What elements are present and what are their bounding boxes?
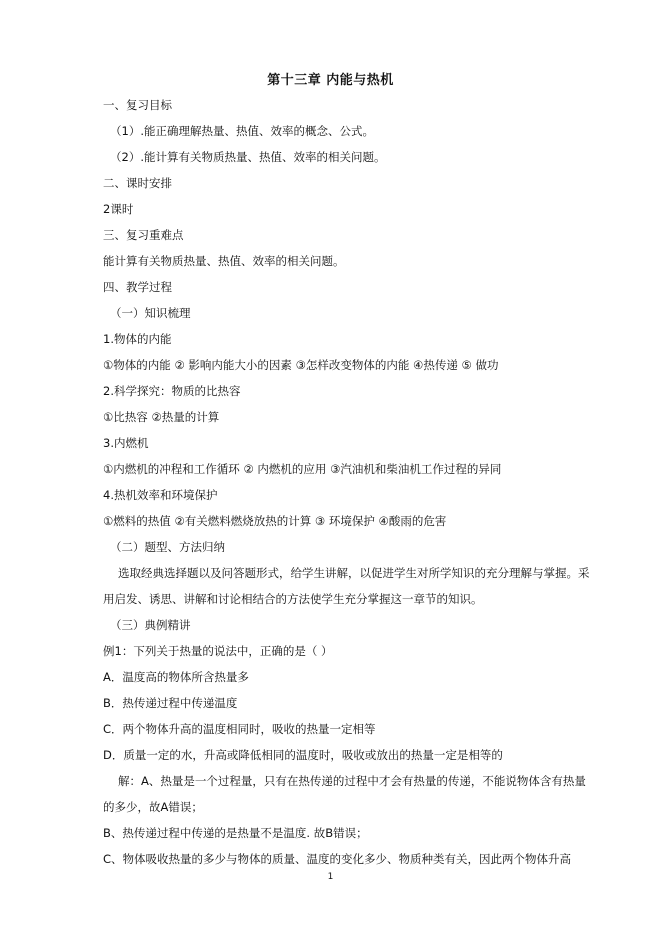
methods-paragraph-line-2: 用启发、诱思、讲解和讨论相结合的方法使学生充分掌握这一章节的知识。: [103, 592, 483, 606]
heading-teaching-process: 四、教学过程: [103, 280, 172, 294]
subheading-knowledge: （一）知识梳理: [110, 306, 191, 320]
subheading-methods: （二）题型、方法归纳: [110, 540, 225, 554]
chapter-title: 第十三章 内能与热机: [267, 73, 394, 88]
solution-line-1: 解：A、热量是一个过程量，只有在热传递的过程中才会有热量的传递，不能说物体含有热量: [118, 774, 586, 788]
heading-review-goals: 一、复习目标: [103, 98, 172, 112]
topic-3-items: ①内燃机的冲程和工作循环 ② 内燃机的应用 ③汽油机和柴油机工作过程的异同: [103, 462, 502, 476]
solution-line-3: B、热传递过程中传递的是热量不是温度. 故B错误；: [103, 826, 368, 840]
heading-schedule: 二、课时安排: [103, 176, 172, 190]
key-points-text: 能计算有关物质热量、热值、效率的相关问题。: [103, 254, 345, 268]
topic-3: 3.内燃机: [103, 436, 149, 450]
option-b: B．热传递过程中传递温度: [103, 696, 238, 710]
topic-2-items: ①比热容 ②热量的计算: [103, 410, 220, 424]
option-d: D．质量一定的水，升高或降低相同的温度时，吸收或放出的热量一定是相等的: [103, 748, 503, 762]
topic-4-items: ①燃料的热值 ②有关燃料燃烧放热的计算 ③ 环境保护 ④酸雨的危害: [103, 514, 447, 528]
methods-paragraph-line-1: 选取经典选择题以及问答题形式，给学生讲解，以促进学生对所学知识的充分理解与掌握。采: [118, 566, 590, 580]
topic-1-items: ①物体的内能 ② 影响内能大小的因素 ③怎样改变物体的内能 ④热传递 ⑤ 做功: [103, 358, 499, 372]
example-question: 例1：下列关于热量的说法中，正确的是（ ）: [103, 644, 333, 658]
goal-item-2: （2）.能计算有关物质热量、热值、效率的相关问题。: [110, 150, 386, 164]
page-number: 1: [327, 872, 334, 882]
option-a: A．温度高的物体所含热量多: [103, 670, 249, 684]
solution-line-4: C、物体吸收热量的多少与物体的质量、温度的变化多少、物质种类有关，因此两个物体升高: [103, 852, 572, 866]
topic-2: 2.科学探究：物质的比热容: [103, 384, 241, 398]
schedule-text: 2课时: [103, 202, 134, 216]
heading-key-points: 三、复习重难点: [103, 228, 184, 242]
topic-1: 1.物体的内能: [103, 332, 172, 346]
topic-4: 4.热机效率和环境保护: [103, 488, 218, 502]
goal-item-1: （1）.能正确理解热量、热值、效率的概念、公式。: [110, 124, 374, 138]
subheading-examples: （三）典例精讲: [110, 618, 191, 632]
solution-line-2: 的多少，故A错误；: [103, 800, 203, 814]
option-c: C．两个物体升高的温度相同时，吸收的热量一定相等: [103, 722, 376, 736]
